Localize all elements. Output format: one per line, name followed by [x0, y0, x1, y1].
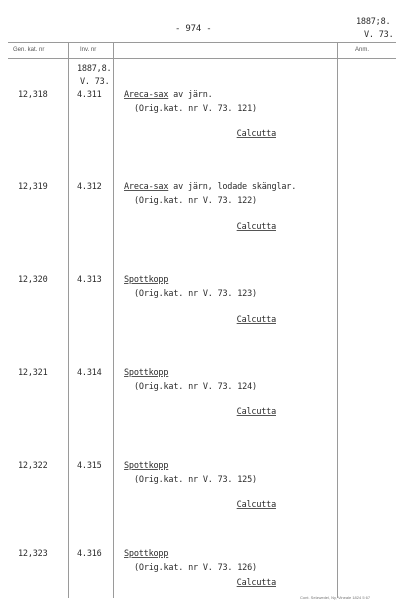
page-number: - 974 -	[175, 24, 212, 34]
series-ref-volume: V. 73.	[80, 77, 110, 87]
inv-number: 4.316	[77, 549, 102, 559]
gen-number: 12,322	[18, 461, 48, 471]
inv-number: 4.311	[77, 90, 102, 100]
orig-catalog-ref: (Orig.kat. nr V. 73. 124)	[134, 382, 257, 392]
item-detail: av järn.	[168, 90, 213, 100]
orig-catalog-ref: (Orig.kat. nr V. 73. 123)	[134, 289, 257, 299]
place-of-origin: Calcutta	[236, 129, 276, 139]
orig-catalog-ref: (Orig.kat. nr V. 73. 125)	[134, 475, 257, 485]
place-of-origin: Calcutta	[236, 500, 276, 510]
orig-catalog-ref: (Orig.kat. nr V. 73. 122)	[134, 196, 257, 206]
col-header-gen: Gen. kat. nr	[13, 47, 45, 53]
gen-number: 12,320	[18, 275, 48, 285]
item-title: Areca-sax	[124, 182, 169, 192]
gen-number: 12,319	[18, 182, 48, 192]
col-divider-anm	[337, 42, 338, 598]
item-title: Spottkopp	[124, 368, 169, 378]
description	[124, 461, 168, 471]
place-of-origin: Calcutta	[236, 578, 276, 588]
col-divider-inv	[113, 42, 114, 598]
col-divider-gen	[68, 42, 69, 598]
place-of-origin: Calcutta	[236, 315, 276, 325]
item-title: Spottkopp	[124, 461, 169, 471]
inv-number: 4.314	[77, 368, 102, 378]
item-title: Areca-sax	[124, 90, 169, 100]
place-of-origin: Calcutta	[236, 222, 276, 232]
item-detail: av järn, lodade skänglar.	[168, 182, 297, 192]
inv-number: 4.312	[77, 182, 102, 192]
gen-number: 12,323	[18, 549, 48, 559]
place-of-origin: Calcutta	[236, 407, 276, 417]
series-ref-year: 1887,8.	[77, 64, 112, 74]
item-title: Spottkopp	[124, 549, 169, 559]
col-header-inv: Inv. nr	[80, 47, 97, 53]
gen-number: 12,321	[18, 368, 48, 378]
description	[124, 549, 168, 559]
description	[124, 90, 213, 100]
orig-catalog-ref: (Orig.kat. nr V. 73. 121)	[134, 104, 257, 114]
inv-number: 4.313	[77, 275, 102, 285]
top-right-series: V. 73.	[364, 30, 394, 40]
top-right-year: 1887;8.	[356, 17, 391, 27]
item-title: Spottkopp	[124, 275, 169, 285]
col-header-anm: Anm.	[355, 47, 370, 53]
orig-catalog-ref: (Orig.kat. nr V. 73. 126)	[134, 563, 257, 573]
description	[124, 368, 168, 378]
description	[124, 275, 168, 285]
inv-number: 4.315	[77, 461, 102, 471]
description	[124, 182, 296, 192]
printer-footer: Cont. Selzwedel, Ny, Vineale 1824 5 67	[300, 595, 371, 600]
gen-number: 12,318	[18, 90, 48, 100]
